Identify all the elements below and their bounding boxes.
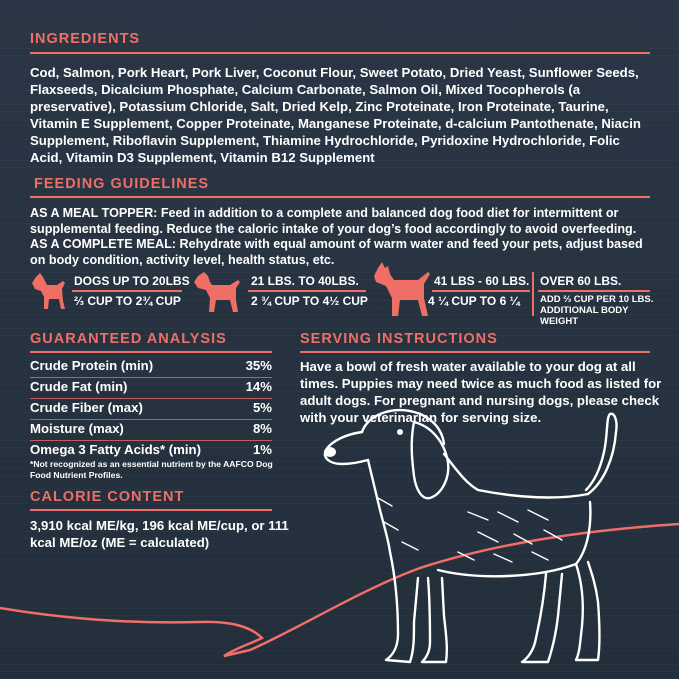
tier-4-weight: OVER 60 LBS.: [540, 274, 622, 288]
tier-4-rule: [538, 290, 650, 292]
tier-3-rule: [432, 290, 530, 292]
tier-1-amount: ⅔ CUP TO 2¾ CUP: [74, 294, 181, 308]
calorie-content-rule: [30, 509, 272, 511]
tier-2-weight: 21 LBS. TO 40LBS.: [251, 274, 359, 288]
calorie-content-heading: CALORIE CONTENT: [30, 489, 185, 505]
small-dog-icon: [31, 271, 69, 311]
tier-2-amount: 2 ¾ CUP TO 4½ CUP: [251, 294, 368, 308]
analysis-divider: [30, 398, 272, 399]
tier-separator: [532, 272, 534, 316]
analysis-row: [30, 421, 272, 441]
analysis-row: [30, 358, 272, 378]
complete-meal-text: AS A COMPLETE MEAL: Rehydrate with equal amount of warm water and feed your pets, adjust based on body condition, activity level, health status, etc.: [30, 237, 643, 267]
dog-sketch-icon: [318, 402, 640, 674]
analysis-label: Crude Protein (min): [30, 358, 154, 373]
guaranteed-analysis-rule: [30, 351, 272, 353]
large-dog-icon: [372, 262, 434, 318]
ingredients-rule: [30, 52, 650, 54]
analysis-divider: [30, 440, 272, 441]
serving-instructions-heading: SERVING INSTRUCTIONS: [300, 331, 498, 347]
guaranteed-analysis-heading: GUARANTEED ANALYSIS: [30, 331, 227, 347]
tier-4-amount: ADD ⅔ CUP PER 10 LBS. ADDITIONAL BODY WEIGHT: [540, 294, 654, 327]
serving-instructions-text: Have a bowl of fresh water available to your dog at all times. Puppies may need twice as much food as listed for adult dogs. For pregnant and nursing dogs, please check with your veterinarian for serving size.: [300, 359, 662, 425]
analysis-value: 35%: [245, 358, 272, 373]
serving-instructions-rule: [300, 351, 650, 353]
analysis-label: Moisture (max): [30, 421, 124, 436]
analysis-value: 14%: [245, 379, 272, 394]
analysis-value: 8%: [252, 421, 272, 436]
analysis-label: Omega 3 Fatty Acids* (min): [30, 442, 201, 457]
analysis-label: Crude Fat (min): [30, 379, 128, 394]
feeding-guidelines-rule: [30, 196, 650, 198]
tier-3-weight: 41 LBS - 60 LBS.: [434, 274, 530, 288]
medium-dog-icon: [192, 268, 244, 314]
analysis-value: 5%: [252, 400, 272, 415]
ingredients-heading: INGREDIENTS: [30, 31, 141, 47]
analysis-value: 1%: [252, 442, 272, 457]
analysis-divider: [30, 419, 272, 420]
analysis-label: Crude Fiber (max): [30, 400, 143, 415]
feeding-guidelines-heading: FEEDING GUIDELINES: [34, 176, 210, 192]
tier-3-amount: 4 ¼ CUP TO 6 ¼: [428, 294, 520, 308]
analysis-footnote: *Not recognized as an essential nutrient by the AAFCO Dog Food Nutrient Profiles.: [30, 459, 273, 480]
tier-1-weight: DOGS UP TO 20LBS: [74, 274, 190, 288]
tier-1-rule: [72, 290, 182, 292]
analysis-divider: [30, 377, 272, 378]
analysis-row: [30, 379, 272, 399]
ingredients-text: Cod, Salmon, Pork Heart, Pork Liver, Coconut Flour, Sweet Potato, Dried Yeast, Sunflower Seeds, Flaxseeds, Dicalcium Phosphate, Calcium Carbonate, Salmon Oil, Mixed Tocopherols (a preservative), Potassium Chloride, Salt, Dried Kelp, Zinc Proteinate, Iron Proteinate, Taurine, Vitamin E Supplement, Copper Proteinate, Manganese Proteinate, d-calcium Pantothenate, Niacin Supplement, Riboflavin Supplement, Thiamine Hydrochloride, Pyridoxine Hydrochloride, Folic Acid, Vitamin D3 Supplement, Vitamin B12 Supplement: [30, 65, 641, 165]
calorie-content-text: 3,910 kcal ME/kg, 196 kcal ME/cup, or 111 kcal ME/oz (ME = calculated): [30, 518, 289, 550]
analysis-row: [30, 400, 272, 420]
meal-topper-text: AS A MEAL TOPPER: Feed in addition to a complete and balanced dog food diet for intermittent or supplemental feeding. Reduce the caloric intake of your dog’s food accordingly to avoid overfeeding.: [30, 206, 637, 236]
tier-2-rule: [248, 290, 366, 292]
